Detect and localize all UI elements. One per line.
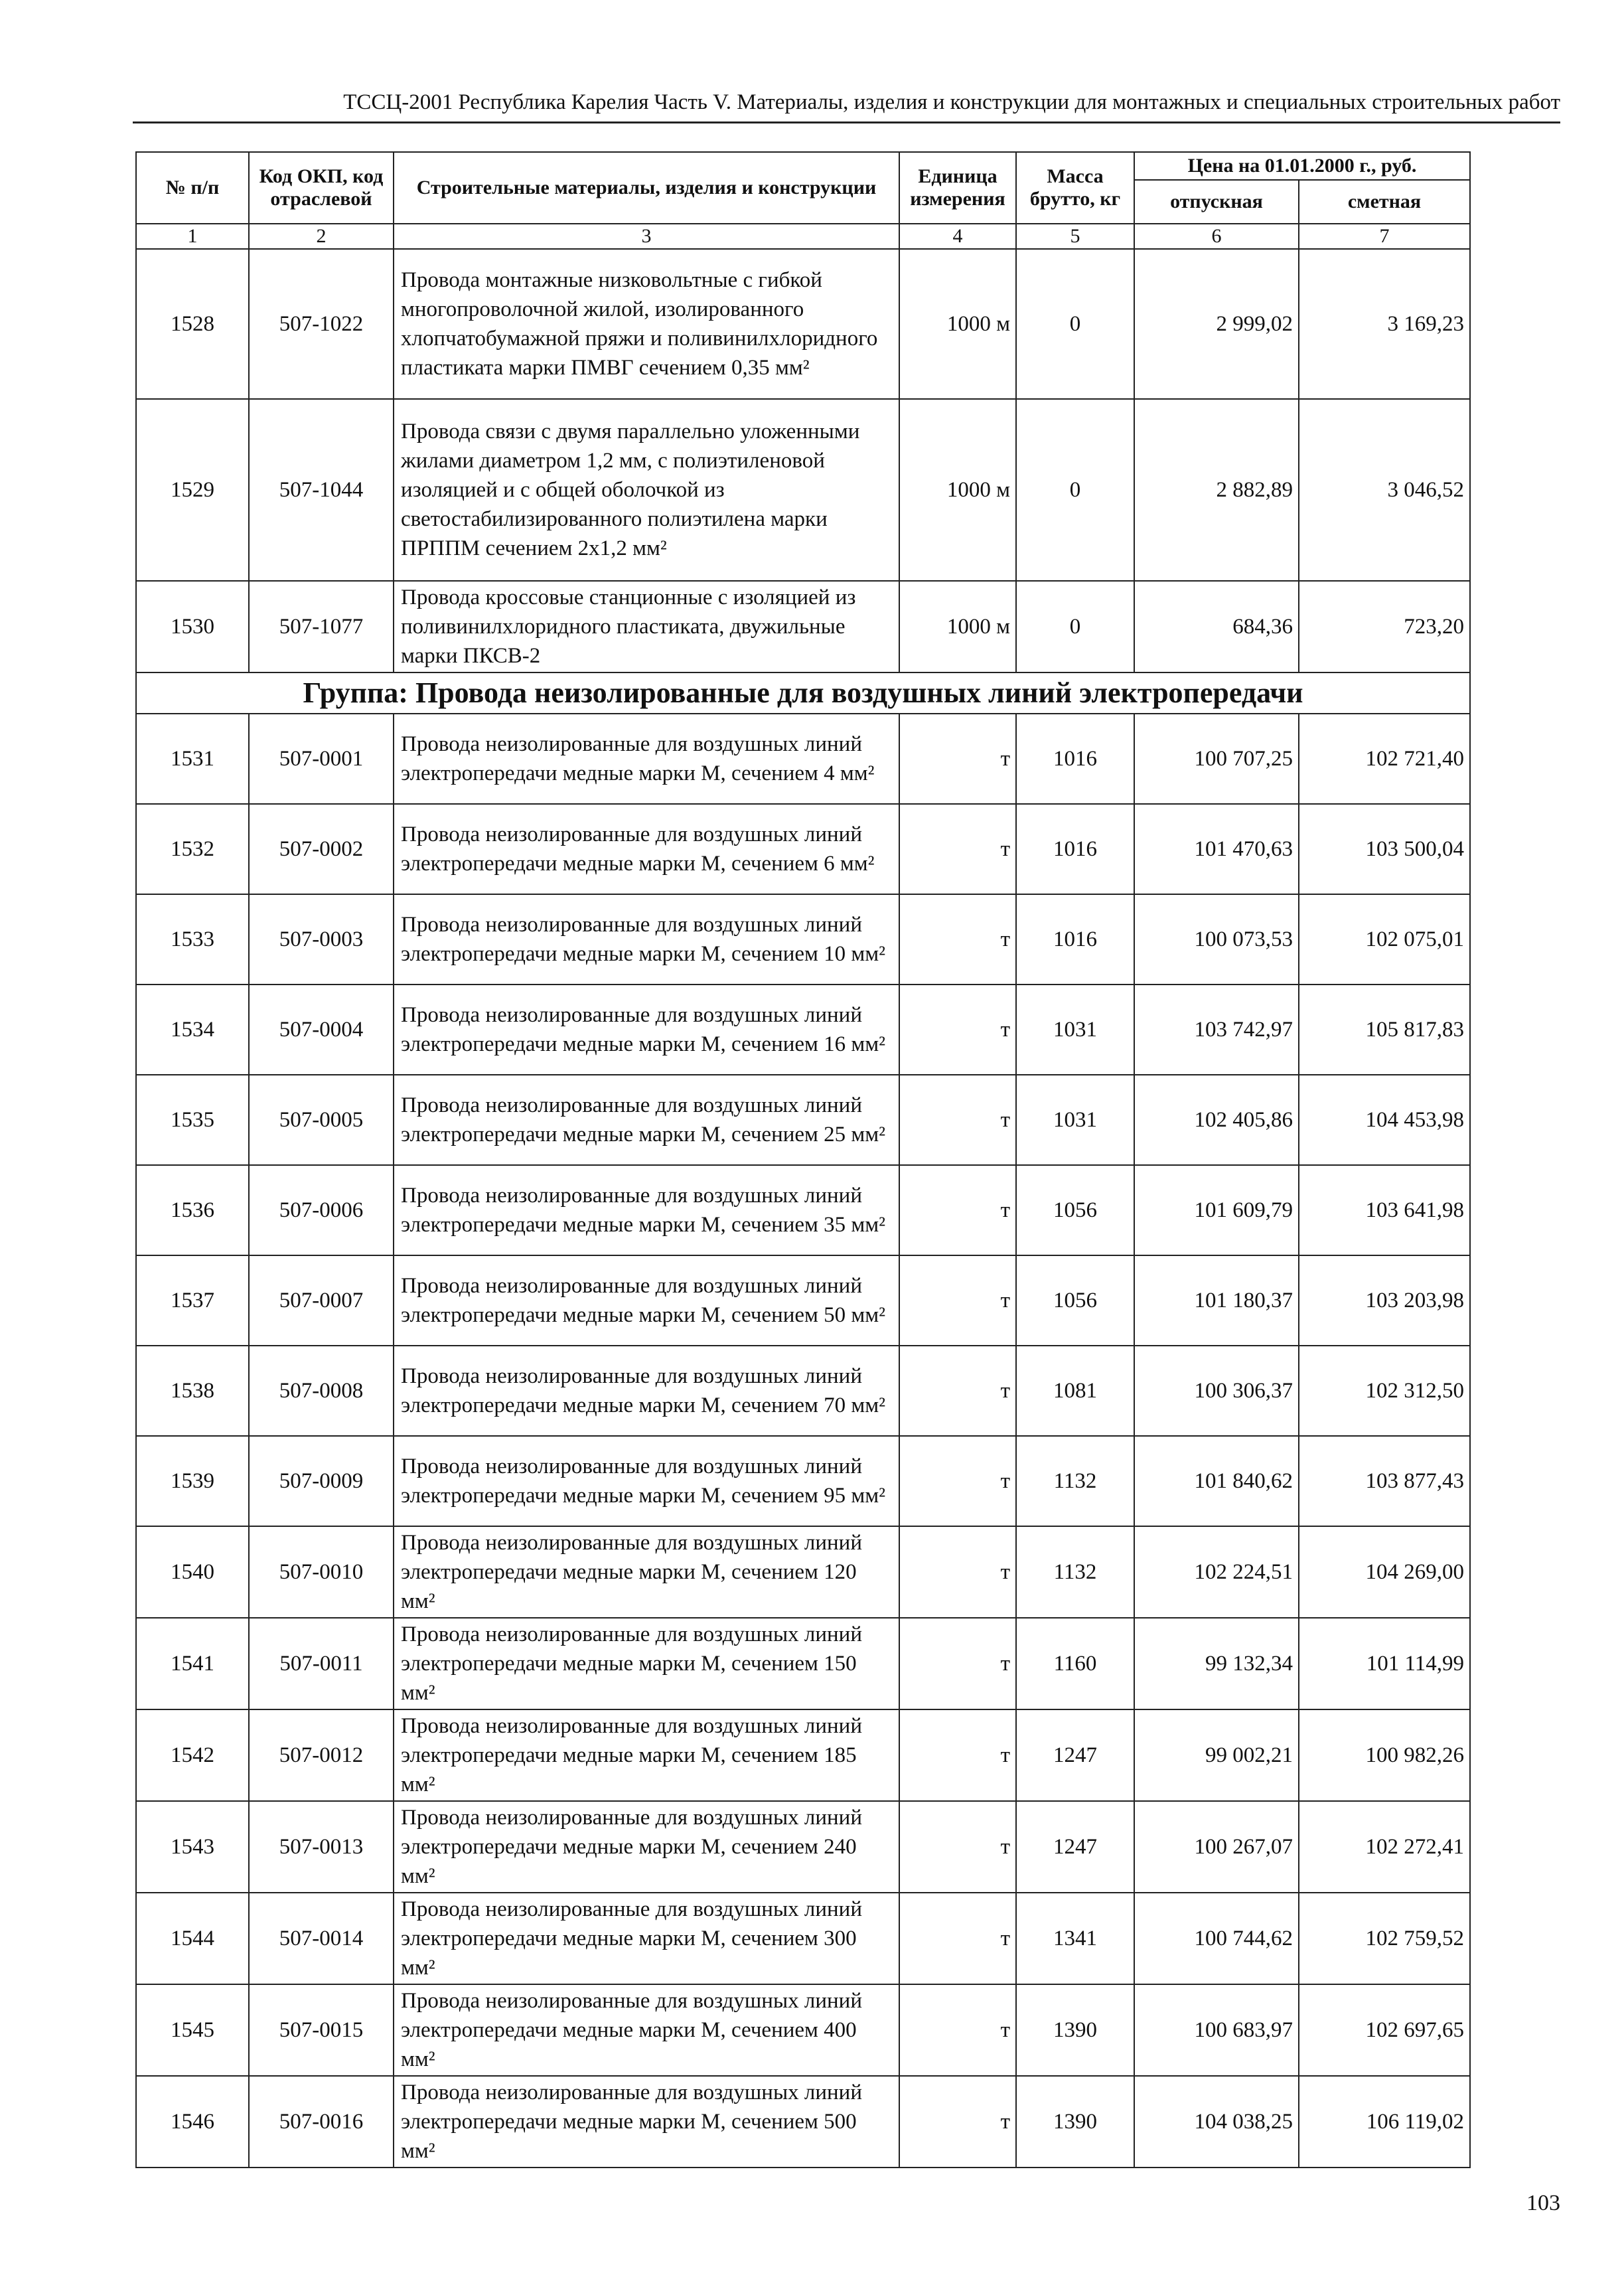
row-mass: 1016 [1016,894,1134,985]
row-price-estimate: 102 272,41 [1299,1801,1470,1893]
table-row [136,1984,1470,2076]
row-mass: 1081 [1016,1346,1134,1436]
row-name: Провода неизолированные для воздушных линий электропередачи медные марки М, сечением 95 мм² [394,1436,899,1526]
row-unit: т [899,1709,1016,1801]
header-unit: Единица измерения [899,152,1016,224]
table-row [136,1709,1470,1801]
row-mass: 1031 [1016,985,1134,1075]
row-code: 507-0015 [249,1984,394,2076]
row-price-estimate: 104 453,98 [1299,1075,1470,1165]
row-number: 1529 [136,399,249,581]
table-row [136,1346,1470,1436]
row-price-estimate: 106 119,02 [1299,2076,1470,2168]
row-unit: т [899,2076,1016,2168]
row-price-estimate: 102 721,40 [1299,714,1470,804]
page-header: ТССЦ-2001 Республика Карелия Часть V. Материалы, изделия и конструкции для монтажных и специальных строительных работ [133,83,1560,123]
row-mass: 1056 [1016,1165,1134,1255]
row-price-estimate: 102 075,01 [1299,894,1470,985]
row-unit: т [899,1526,1016,1618]
row-number: 1530 [136,581,249,672]
row-name: Провода монтажные низковольтные с гибкой многопроволочной жилой, изолированного хлопчатобумажной пряжи и поливинилхлоридного пластиката марки ПМВГ сечением 0,35 мм² [394,249,899,399]
row-price-release: 99 002,21 [1134,1709,1299,1801]
row-unit: т [899,1893,1016,1984]
row-number: 1546 [136,2076,249,2168]
row-price-release: 2 882,89 [1134,399,1299,581]
row-unit: т [899,804,1016,894]
row-code: 507-0016 [249,2076,394,2168]
row-code: 507-0012 [249,1709,394,1801]
row-unit: т [899,1618,1016,1709]
table-row [136,985,1470,1075]
row-number: 1543 [136,1801,249,1893]
row-price-release: 101 609,79 [1134,1165,1299,1255]
header-code: Код ОКП, код отраслевой [249,152,394,224]
row-price-release: 104 038,25 [1134,2076,1299,2168]
col-number: 7 [1299,224,1470,249]
row-name: Провода кроссовые станционные с изоляцией из поливинилхлоридного пластиката, двужильные марки ПКСВ-2 [394,581,899,672]
row-unit: 1000 м [899,249,1016,399]
row-name: Провода неизолированные для воздушных линий электропередачи медные марки М, сечением 50 мм² [394,1255,899,1346]
row-price-release: 2 999,02 [1134,249,1299,399]
row-price-estimate: 105 817,83 [1299,985,1470,1075]
row-price-estimate: 102 312,50 [1299,1346,1470,1436]
row-name: Провода неизолированные для воздушных линий электропередачи медные марки М, сечением 6 мм² [394,804,899,894]
col-number: 3 [394,224,899,249]
row-price-release: 100 306,37 [1134,1346,1299,1436]
row-price-release: 103 742,97 [1134,985,1299,1075]
row-mass: 1132 [1016,1526,1134,1618]
row-name: Провода неизолированные для воздушных линий электропередачи медные марки М, сечением 25 мм² [394,1075,899,1165]
row-number: 1533 [136,894,249,985]
row-price-release: 684,36 [1134,581,1299,672]
row-mass: 1016 [1016,804,1134,894]
row-code: 507-0006 [249,1165,394,1255]
row-code: 507-0010 [249,1526,394,1618]
row-code: 507-1022 [249,249,394,399]
table-row [136,1801,1470,1893]
row-code: 507-0009 [249,1436,394,1526]
table-row [136,714,1470,804]
row-number: 1544 [136,1893,249,1984]
table-body-before [136,249,1470,672]
row-unit: т [899,1801,1016,1893]
row-price-release: 99 132,34 [1134,1618,1299,1709]
row-mass: 1247 [1016,1709,1134,1801]
table-row [136,1075,1470,1165]
table-row [136,1526,1470,1618]
row-mass: 1016 [1016,714,1134,804]
row-price-release: 101 470,63 [1134,804,1299,894]
row-mass: 0 [1016,581,1134,672]
group-title: Группа: Провода неизолированные для воздушных линий электропередачи [136,672,1470,714]
row-code: 507-0007 [249,1255,394,1346]
row-unit: т [899,1436,1016,1526]
row-mass: 1341 [1016,1893,1134,1984]
row-name: Провода неизолированные для воздушных линий электропередачи медные марки М, сечением 150 мм² [394,1618,899,1709]
row-price-release: 102 405,86 [1134,1075,1299,1165]
row-code: 507-1077 [249,581,394,672]
row-unit: т [899,1075,1016,1165]
row-price-estimate: 103 641,98 [1299,1165,1470,1255]
table-body-after [136,714,1470,2168]
row-mass: 1390 [1016,1984,1134,2076]
row-number: 1541 [136,1618,249,1709]
header-price-group: Цена на 01.01.2000 г., руб. [1134,152,1470,180]
table-row [136,804,1470,894]
row-name: Провода неизолированные для воздушных линий электропередачи медные марки М, сечением 400 мм² [394,1984,899,2076]
row-name: Провода неизолированные для воздушных линий электропередачи медные марки М, сечением 120 мм² [394,1526,899,1618]
row-number: 1537 [136,1255,249,1346]
row-name: Провода неизолированные для воздушных линий электропередачи медные марки М, сечением 4 мм² [394,714,899,804]
row-mass: 1390 [1016,2076,1134,2168]
table-row [136,894,1470,985]
row-name: Провода неизолированные для воздушных линий электропередачи медные марки М, сечением 500 мм² [394,2076,899,2168]
header-mass: Масса брутто, кг [1016,152,1134,224]
header-price-estimate: сметная [1299,180,1470,224]
row-price-estimate: 3 169,23 [1299,249,1470,399]
table-row [136,2076,1470,2168]
header-no: № п/п [136,152,249,224]
row-price-estimate: 103 877,43 [1299,1436,1470,1526]
row-price-release: 100 267,07 [1134,1801,1299,1893]
row-code: 507-1044 [249,399,394,581]
row-code: 507-0004 [249,985,394,1075]
col-number: 6 [1134,224,1299,249]
row-unit: т [899,714,1016,804]
row-name: Провода неизолированные для воздушных линий электропередачи медные марки М, сечением 70 мм² [394,1346,899,1436]
row-number: 1532 [136,804,249,894]
col-number: 2 [249,224,394,249]
row-code: 507-0011 [249,1618,394,1709]
row-code: 507-0002 [249,804,394,894]
row-price-release: 101 180,37 [1134,1255,1299,1346]
row-name: Провода неизолированные для воздушных линий электропередачи медные марки М, сечением 35 мм² [394,1165,899,1255]
row-name: Провода неизолированные для воздушных линий электропередачи медные марки М, сечением 185 мм² [394,1709,899,1801]
row-name: Провода связи с двумя параллельно уложенными жилами диаметром 1,2 мм, с полиэтиленовой изоляцией и с общей оболочкой из светостабилизированного полиэтилена марки ПРППМ сечением 2х1,2 мм² [394,399,899,581]
row-number: 1536 [136,1165,249,1255]
row-number: 1539 [136,1436,249,1526]
table-row [136,249,1470,399]
row-price-release: 100 073,53 [1134,894,1299,985]
row-price-estimate: 102 697,65 [1299,1984,1470,2076]
row-name: Провода неизолированные для воздушных линий электропередачи медные марки М, сечением 16 мм² [394,985,899,1075]
row-price-release: 101 840,62 [1134,1436,1299,1526]
col-number: 1 [136,224,249,249]
row-unit: т [899,985,1016,1075]
row-price-estimate: 723,20 [1299,581,1470,672]
row-price-release: 100 683,97 [1134,1984,1299,2076]
table-row [136,1618,1470,1709]
row-mass: 0 [1016,249,1134,399]
row-mass: 1160 [1016,1618,1134,1709]
row-number: 1538 [136,1346,249,1436]
row-code: 507-0001 [249,714,394,804]
row-price-estimate: 100 982,26 [1299,1709,1470,1801]
row-price-release: 100 707,25 [1134,714,1299,804]
row-price-estimate: 103 500,04 [1299,804,1470,894]
row-number: 1545 [136,1984,249,2076]
row-price-release: 102 224,51 [1134,1526,1299,1618]
row-unit: т [899,1255,1016,1346]
row-unit: т [899,894,1016,985]
row-number: 1542 [136,1709,249,1801]
row-mass: 1056 [1016,1255,1134,1346]
table-row [136,1255,1470,1346]
col-number: 5 [1016,224,1134,249]
table-row [136,399,1470,581]
row-mass: 1132 [1016,1436,1134,1526]
row-number: 1535 [136,1075,249,1165]
row-price-estimate: 104 269,00 [1299,1526,1470,1618]
group-section [136,672,1470,714]
table-row [136,1436,1470,1526]
row-mass: 1247 [1016,1801,1134,1893]
row-price-estimate: 102 759,52 [1299,1893,1470,1984]
header-price-release: отпускная [1134,180,1299,224]
header-name: Строительные материалы, изделия и конструкции [394,152,899,224]
row-price-estimate: 101 114,99 [1299,1618,1470,1709]
row-number: 1528 [136,249,249,399]
row-unit: т [899,1165,1016,1255]
row-mass: 0 [1016,399,1134,581]
row-number: 1534 [136,985,249,1075]
row-price-estimate: 103 203,98 [1299,1255,1470,1346]
row-number: 1540 [136,1526,249,1618]
row-code: 507-0014 [249,1893,394,1984]
row-price-release: 100 744,62 [1134,1893,1299,1984]
row-code: 507-0008 [249,1346,394,1436]
col-number: 4 [899,224,1016,249]
price-table-container [135,151,1469,2168]
row-name: Провода неизолированные для воздушных линий электропередачи медные марки М, сечением 300 мм² [394,1893,899,1984]
row-name: Провода неизолированные для воздушных линий электропередачи медные марки М, сечением 240 мм² [394,1801,899,1893]
row-unit: т [899,1346,1016,1436]
row-unit: 1000 м [899,581,1016,672]
row-price-estimate: 3 046,52 [1299,399,1470,581]
row-code: 507-0013 [249,1801,394,1893]
row-mass: 1031 [1016,1075,1134,1165]
page-number: 103 [1526,2191,1560,2215]
table-row [136,1165,1470,1255]
row-unit: 1000 м [899,399,1016,581]
row-code: 507-0005 [249,1075,394,1165]
table-row [136,1893,1470,1984]
row-name: Провода неизолированные для воздушных линий электропередачи медные марки М, сечением 10 мм² [394,894,899,985]
price-table [135,151,1471,2168]
row-unit: т [899,1984,1016,2076]
table-row [136,581,1470,672]
row-code: 507-0003 [249,894,394,985]
row-number: 1531 [136,714,249,804]
